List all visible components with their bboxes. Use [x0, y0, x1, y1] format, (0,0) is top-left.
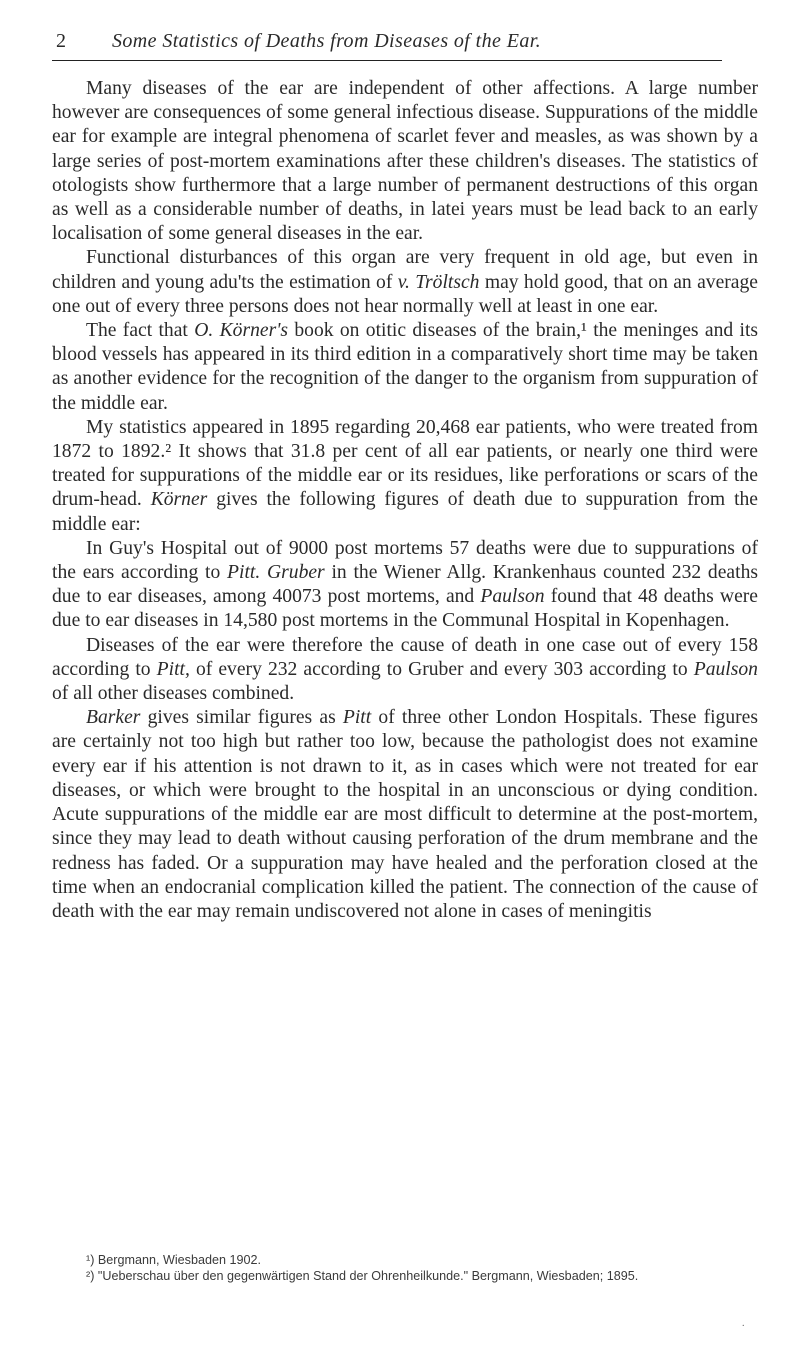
text-run: Functional disturbances of this organ are very frequent in old age, but even in children and young adu'ts the estimation of: [52, 247, 758, 293]
text-run: gives the following figures of death due to suppuration from the middle ear:: [52, 489, 759, 535]
text-run: Many diseases of the ear are independent of other affections. A large number however are consequences of some general infectious disease. Suppurations of the middle ear for example are integral phenomena of scarlet fever and measles, as was shown by a large series of post-mortem examinations after these children's diseases. The statistics of otologists show furthermore that a large number of permanent destructions of this organ as well as a considerable number of deaths, in latei years must be lead back to an early localisation of some general diseases in the ear.: [52, 78, 758, 245]
paragraph: [52, 246, 758, 319]
body-text: [52, 77, 758, 924]
italic-text: Körner: [150, 489, 208, 511]
text-run: My statistics appeared in 1895 regarding 20,468 ear patients, who were treated from 1872 to 1892.² It shows that 31.8 per cent of all ear patients, or nearly one third were treated for suppurations of the middle ear or its residues, like perforations or scars of the drum-head.: [52, 416, 758, 511]
italic-text: O. Körner's: [194, 320, 289, 342]
footnote: ²) "Ueberschau über den gegenwärtigen Stand der Ohrenheilkunde." Bergmann, Wiesbaden; 1895.: [86, 1269, 639, 1283]
footnotes: [52, 1252, 758, 1284]
text-run: The fact that: [86, 320, 195, 342]
text-run: of all other diseases combined.: [52, 683, 295, 705]
paragraph: [52, 416, 758, 537]
text-run: gives similar figures as: [140, 707, 343, 729]
page: [52, 30, 759, 924]
running-header: [52, 30, 722, 61]
page-mark: .: [742, 1318, 745, 1329]
italic-text: Pitt. Gruber: [227, 562, 325, 584]
text-run: of every 232 according to Gruber and every 303 according to: [189, 658, 694, 680]
paragraph: [52, 706, 758, 924]
text-run: of three other London Hospitals. These figures are certainly not too high but rather too low, because the pathologist does not examine every ear if his attention is not drawn to it, as in cases which were not treated for ear diseases, or which were brought to the hospital in an unconscious or dying condition. Acute suppurations of the middle ear are most difficult to determine at the post-mortem, since they may lead to death without causing perforation of the drum membrane and the redness has faded. Or a suppuration may have healed and the perforation closed at the time when an endocranial complication killed the patient. The connection of the cause of death with the ear may remain undiscovered not alone in cases of meningitis: [52, 707, 758, 922]
italic-text: Paulson: [693, 658, 758, 680]
italic-text: Pitt,: [156, 658, 190, 680]
italic-text: v. Tröltsch: [397, 271, 480, 293]
text-run: found that 48 deaths were due to ear diseases in 14,580 post mortems in the Communal Hospital in Kopenhagen.: [52, 586, 758, 632]
italic-text: Barker: [86, 707, 141, 729]
text-run: may hold good, that on an average one out of every three persons does not hear normally well at least in one ear.: [52, 271, 758, 317]
text-run: in the Wiener Allg. Krankenhaus counted 232 deaths due to ear diseases, among 40073 post mortems, and: [52, 562, 758, 608]
running-title: Some Statistics of Deaths from Diseases of the Ear.: [112, 30, 542, 52]
italic-text: Paulson: [480, 586, 545, 608]
text-run: In Guy's Hospital out of 9000 post mortems 57 deaths were due to suppurations of the ears according to: [52, 537, 758, 584]
footnote: ¹) Bergmann, Wiesbaden 1902.: [86, 1253, 262, 1267]
paragraph: [52, 77, 758, 246]
text-run: book on otitic diseases of the brain,¹ the meninges and its blood vessels has appeared in its third edition in a comparatively short time may be taken as another evidence for the recognition of the danger to the organism from suppuration of the middle ear.: [52, 320, 759, 414]
paragraph: [52, 537, 758, 634]
italic-text: Pitt: [342, 707, 372, 729]
text-run: Diseases of the ear were therefore the cause of death in one case out of every 158 according to: [52, 634, 758, 680]
page-number: 2: [56, 30, 66, 52]
paragraph: [52, 634, 758, 707]
paragraph: [52, 319, 758, 416]
